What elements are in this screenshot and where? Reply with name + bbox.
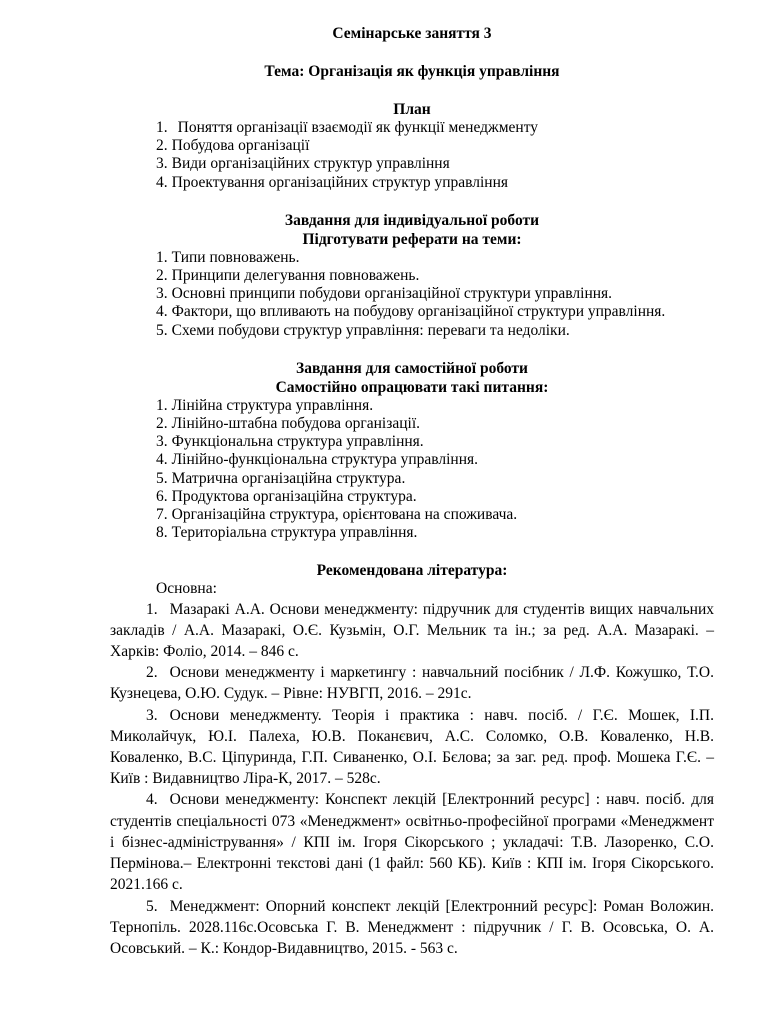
list-item: 3. Основні принципи побудови організаційної структури управління. (156, 285, 613, 303)
list-item: 2. Лінійно-штабна побудова організації. (156, 415, 421, 433)
individual-work-subheading: Підготувати реферати на теми: (302, 230, 522, 248)
literature-heading: Рекомендована література: (316, 562, 508, 580)
plan-list (110, 119, 714, 192)
list-item: 2. Побудова організації (156, 137, 310, 155)
list-item: 4. Фактори, що впливають на побудову організаційної структури управління. (156, 303, 666, 321)
list-item: 4. Проектування організаційних структур управління (156, 173, 509, 191)
plan-heading: План (393, 101, 431, 118)
reference-item: 5. Менеджмент: Опорний конспект лекцій [Електронний ресурс]: Роман Воложин. Тернопіль. 2028.116с.Осовська Г. В. Менеджмент : підручник / Г. В. Осовська, О. А. Осовський. – К.: Кондор-Видавництво, 2015. - 563 с. (110, 897, 714, 957)
self-work-subheading: Самостійно опрацювати такі питання: (275, 378, 549, 396)
list-item: 3. Функціональна структура управління. (156, 433, 424, 451)
list-item: 8. Територіальна структура управління. (156, 524, 418, 542)
document-page (110, 24, 714, 959)
reference-item: 2. Основи менеджменту і маркетингу : навчальний посібник / Л.Ф. Кожушко, Т.О. Кузнецева, О.Ю. Судук. – Рівне: НУВГП, 2016. – 291с. (110, 664, 714, 703)
page-title: Семінарське заняття 3 (332, 25, 492, 42)
basic-literature-label: Основна: (156, 580, 217, 598)
topic-heading: Тема: Організація як функція управління (264, 63, 560, 80)
reference-item: 4. Основи менеджменту: Конспект лекцій [Електронний ресурс] : навч. посіб. для студентів спеціальності 073 «Менеджмент» освітньо-професійної програми «Менеджмент і бізнес-адміністрування» / КПІ ім. Ігоря Сікорського ; укладачі: Т.В. Лазоренко, С.О. Пермінова.– Електронні текстові дані (1 файл: 560 КБ). Київ : КПІ ім. Ігоря Сікорського. 2021.166 с. (110, 791, 714, 894)
individual-work-heading: Завдання для індивідуальної роботи (284, 211, 540, 229)
list-item: 4. Лінійно-функціональна структура управління. (156, 451, 479, 469)
reference-item: 1. Мазаракі А.А. Основи менеджменту: підручник для студентів вищих навчальних закладів / А.А. Мазаракі, О.Є. Кузьмін, О.Г. Мельник та ін.; за ред. А.А. Мазаракі. – Харків: Фоліо, 2014. – 846 с. (110, 600, 714, 661)
list-item: 7. Організаційна структура, орієнтована на споживача. (156, 506, 518, 524)
list-item: 3. Види організаційних структур управління (156, 155, 450, 173)
list-item: 6. Продуктова організаційна структура. (156, 487, 417, 505)
self-work-list (110, 397, 714, 543)
self-work-heading: Завдання для самостійної роботи (296, 359, 528, 377)
list-item: 2. Принципи делегування повноважень. (156, 267, 420, 285)
list-item: 1. Поняття організації взаємодії як функції менеджменту (156, 119, 539, 136)
list-item: 5. Схеми побудови структур управління: переваги та недоліки. (156, 321, 570, 339)
individual-work-list (110, 249, 714, 340)
list-item: 1. Типи повноважень. (156, 248, 300, 266)
list-item: 1. Лінійна структура управління. (156, 396, 374, 414)
reference-item: 3. Основи менеджменту. Теорія і практика : навч. посіб. / Г.Є. Мошек, І.П. Миколайчук, Ю.І. Палеха, Ю.В. Поканєвич, А.С. Соломко, О.В. Коваленко, Н.В. Коваленко, В.С. Ціпуринда, Г.П. Сиваненко, О.І. Бєлова; за заг. ред. проф. Мошека Г.Є. – Київ : Видавництво Ліра-К, 2017. – 528с. (110, 706, 714, 788)
list-item: 5. Матрична організаційна структура. (156, 469, 406, 487)
